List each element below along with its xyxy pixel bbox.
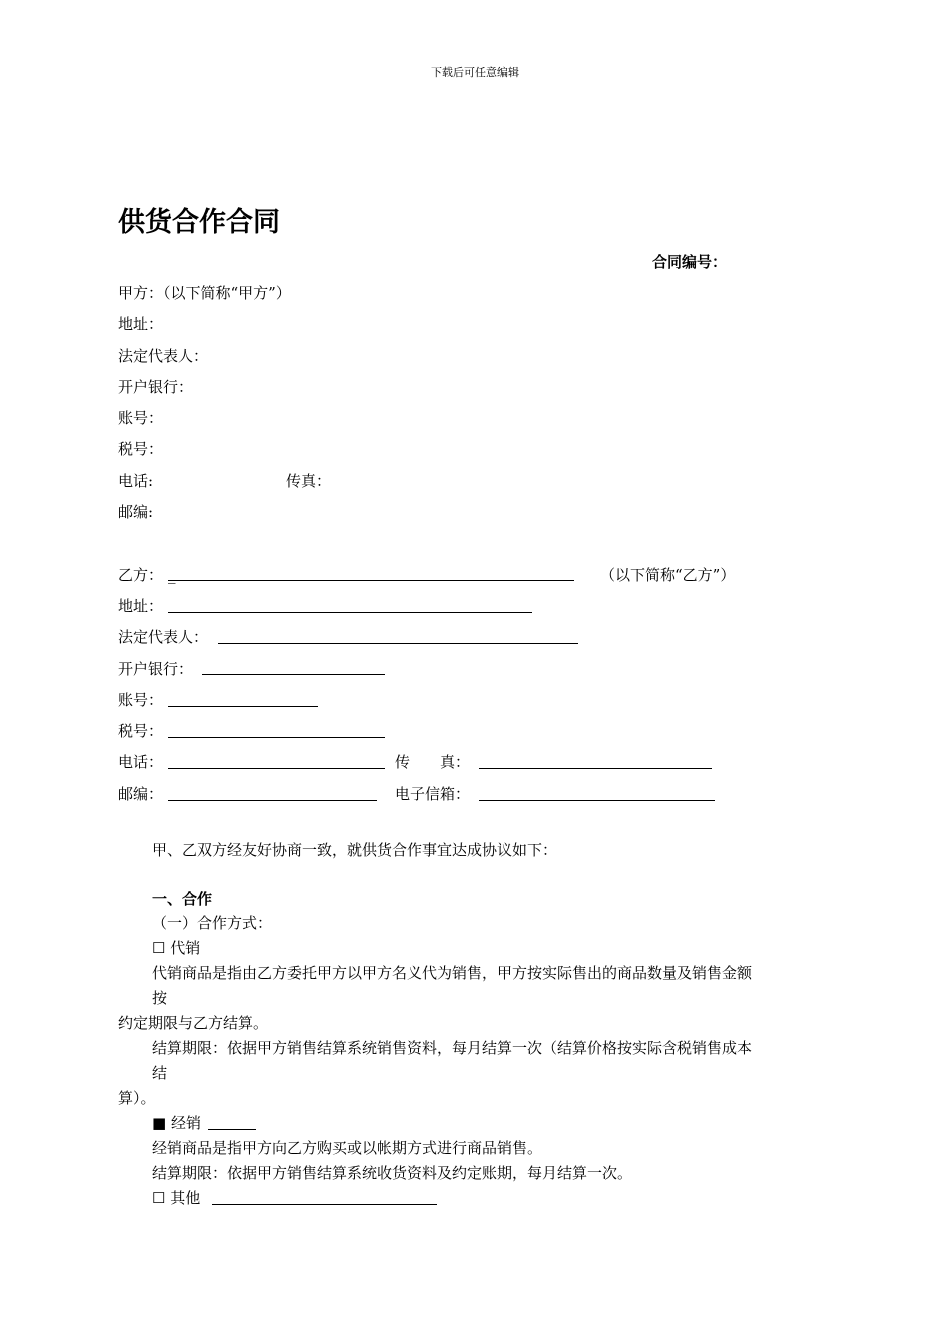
consign-desc-line-2: 按 <box>152 989 168 1007</box>
party-b-name-label: 乙方： <box>118 566 164 584</box>
party-b-legal-rep-label: 法定代表人： <box>118 628 209 646</box>
contract-number-label: 合同编号： <box>652 253 728 271</box>
party-a-legal-rep-label: 法定代表人： <box>118 347 209 365</box>
party-b-bank-line[interactable] <box>202 674 385 675</box>
sub-1-title: （一）合作方式： <box>152 914 273 932</box>
party-a-bank-label: 开户银行： <box>118 378 194 396</box>
party-a-postcode-label: 邮编: <box>118 503 154 521</box>
consign-settle-line-1: 结算期限：依据甲方销售结算系统销售资料，每月结算一次（结算价格按实际含税销售成本 <box>152 1039 753 1057</box>
party-b-account-label: 账号： <box>118 691 164 709</box>
distribution-line[interactable] <box>208 1129 256 1130</box>
party-b-name-line[interactable] <box>168 580 574 581</box>
party-b-fax-line[interactable] <box>479 768 712 769</box>
header-note: 下载后可任意编辑 <box>431 66 519 79</box>
consign-desc-line-1: 代销商品是指由乙方委托甲方以甲方名义代为销售，甲方按实际售出的商品数量及销售金额 <box>152 964 753 982</box>
party-a-phone-label: 电话: <box>118 472 154 490</box>
party-b-email-label: 电子信箱： <box>395 785 471 803</box>
party-b-tax-line[interactable] <box>168 737 385 738</box>
party-b-address-label: 地址： <box>118 597 164 615</box>
section-1-title: 一、合作 <box>152 890 213 908</box>
party-b-phone-line[interactable] <box>168 768 385 769</box>
party-a-name-label: 甲方：（以下简称“甲方”） <box>118 284 291 302</box>
party-b-bank-label: 开户银行： <box>118 660 194 678</box>
party-a-address-label: 地址： <box>118 315 164 333</box>
other-line[interactable] <box>212 1204 437 1205</box>
distribution-settle: 结算期限：依据甲方销售结算系统收货资料及约定账期，每月结算一次。 <box>152 1164 633 1182</box>
party-a-fax-label: 传真： <box>286 472 332 490</box>
party-b-fax-label: 传 真： <box>395 753 471 771</box>
option-other[interactable]: ☐ 其他 <box>152 1189 201 1207</box>
party-b-name-underscore: _ <box>168 566 176 584</box>
distribution-desc: 经销商品是指甲方向乙方购买或以帐期方式进行商品销售。 <box>152 1139 543 1157</box>
consign-settle-line-3: 算）。 <box>118 1089 156 1107</box>
party-b-phone-label: 电话： <box>118 753 164 771</box>
option-consign[interactable]: ☐ 代销 <box>152 939 201 957</box>
party-a-tax-label: 税号： <box>118 440 164 458</box>
consign-settle-line-2: 结 <box>152 1064 168 1082</box>
party-a-account-label: 账号： <box>118 409 164 427</box>
party-b-legal-rep-line[interactable] <box>218 643 578 644</box>
consign-desc-line-3: 约定期限与乙方结算。 <box>118 1014 269 1032</box>
party-b-tax-label: 税号： <box>118 722 164 740</box>
party-b-email-line[interactable] <box>479 800 715 801</box>
page-title: 供货合作合同 <box>118 207 280 238</box>
intro-paragraph: 甲、乙双方经友好协商一致，就供货合作事宜达成协议如下： <box>152 841 558 859</box>
party-b-address-line[interactable] <box>168 612 532 613</box>
party-b-account-line[interactable] <box>168 706 318 707</box>
party-b-postcode-label: 邮编： <box>118 785 164 803</box>
option-distribution[interactable]: ■ 经销 <box>152 1114 201 1132</box>
party-b-name-suffix: （以下简称“乙方”） <box>600 566 736 584</box>
party-b-postcode-line[interactable] <box>168 800 377 801</box>
